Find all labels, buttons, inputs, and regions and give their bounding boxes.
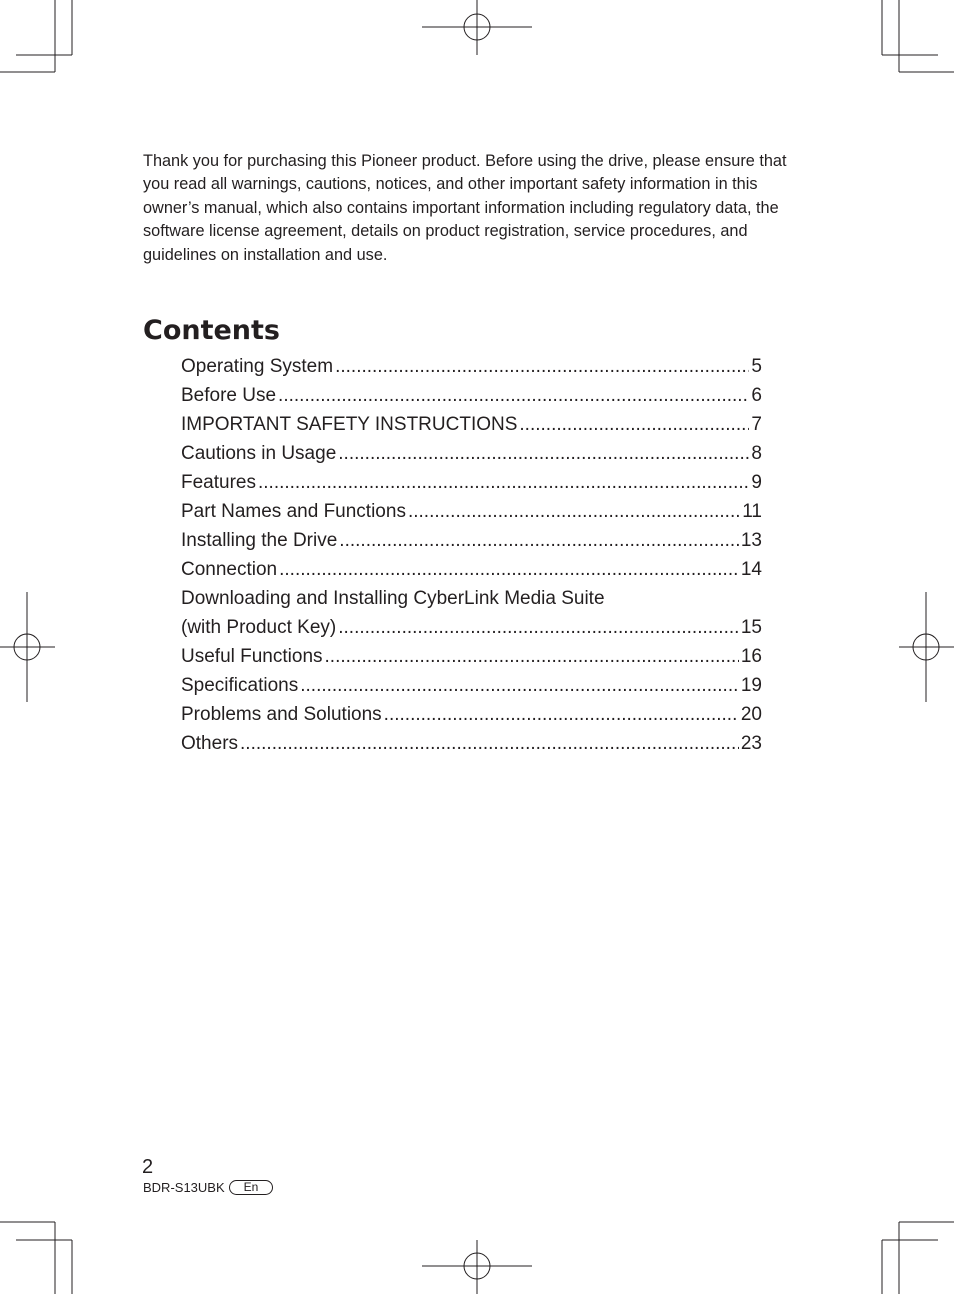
toc-entry-page: 8	[751, 443, 762, 464]
toc-entry[interactable]	[181, 468, 762, 497]
toc-entry[interactable]	[181, 410, 762, 439]
toc-entry-title: IMPORTANT SAFETY INSTRUCTIONS	[181, 414, 518, 435]
toc-entry-page: 6	[751, 385, 762, 406]
intro-paragraph: Thank you for purchasing this Pioneer product. Before using the drive, please ensure that you read all warnings, cautions, notices, and other important safety information in this owner’s manual, which also contains important information including regulatory data, the software license agreement, details on product registration, service procedures, and guidelines on installation and use.	[143, 152, 787, 264]
toc-entry-title: Before Use	[181, 385, 277, 406]
toc-entry-page: 13	[740, 530, 762, 551]
toc-entry-page: 14	[740, 559, 762, 580]
toc-entry-page: 7	[751, 414, 762, 435]
toc-leader	[338, 439, 749, 468]
model-number: BDR-S13UBK	[143, 1180, 225, 1195]
toc-leader	[278, 381, 749, 410]
toc-entry[interactable]	[181, 526, 762, 555]
contents-heading: Contents	[143, 315, 281, 346]
toc-leader	[408, 497, 740, 526]
toc-entry-title: Features	[181, 472, 256, 493]
toc-entry[interactable]	[181, 497, 762, 526]
toc-entry-title: Specifications	[181, 675, 299, 696]
toc-entry[interactable]	[181, 439, 762, 468]
toc-entry-page: 20	[740, 704, 762, 725]
toc-entry-page: 15	[740, 617, 762, 638]
toc-entry-title: Operating System	[181, 356, 334, 377]
toc-entry[interactable]	[181, 613, 762, 642]
toc-entry[interactable]	[181, 555, 762, 584]
page-number: 2	[142, 1156, 154, 1178]
toc-entry[interactable]	[181, 642, 762, 671]
toc-entry-title: Problems and Solutions	[181, 704, 382, 725]
toc-leader	[258, 468, 749, 497]
toc-leader	[384, 700, 739, 729]
language-badge: En	[229, 1180, 274, 1195]
toc-entry-page: 9	[751, 472, 762, 493]
toc-leader	[335, 352, 749, 381]
toc-leader	[300, 671, 739, 700]
toc-entry-first-line[interactable]: Downloading and Installing CyberLink Media Suite	[181, 588, 605, 609]
toc-entry-title: Installing the Drive	[181, 530, 338, 551]
toc-leader	[338, 613, 739, 642]
toc-leader	[279, 555, 739, 584]
footer-model-line	[143, 1180, 273, 1195]
toc-entry[interactable]	[181, 671, 762, 700]
toc-entry-page: 23	[740, 733, 762, 754]
toc-entry-page: 5	[751, 356, 762, 377]
toc-leader	[325, 642, 739, 671]
toc-entry-title: Part Names and Functions	[181, 501, 406, 522]
toc-entry-title: Others	[181, 733, 239, 754]
toc-entry-page: 19	[740, 675, 762, 696]
toc-leader	[519, 410, 749, 439]
toc-entry-title: Cautions in Usage	[181, 443, 337, 464]
toc-leader	[339, 526, 739, 555]
toc-entry[interactable]	[181, 352, 762, 381]
toc-entry[interactable]	[181, 381, 762, 410]
toc-entry[interactable]	[181, 700, 762, 729]
toc-entry[interactable]	[181, 729, 762, 758]
toc-entry-title: Useful Functions	[181, 646, 323, 667]
toc-entry-title: Connection	[181, 559, 278, 580]
toc-leader	[240, 729, 739, 758]
toc-entry-page: 11	[742, 501, 762, 522]
toc-entry-page: 16	[740, 646, 762, 667]
table-of-contents	[181, 352, 762, 758]
toc-entry-title: (with Product Key)	[181, 617, 337, 638]
